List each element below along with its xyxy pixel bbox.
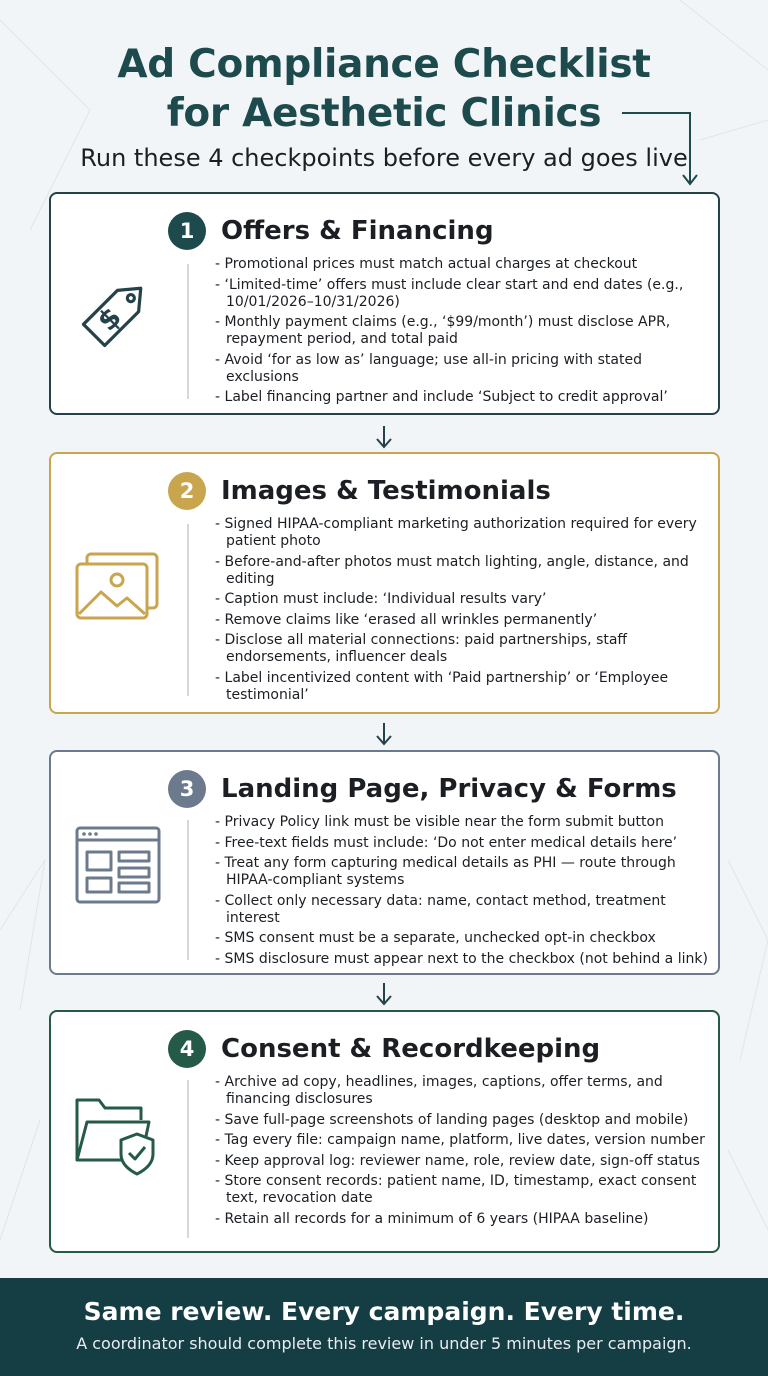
- footer-banner: [0, 1278, 768, 1376]
- list-item: - Store consent records: patient name, ID, timestamp, exact consent text, revocation date: [215, 1173, 712, 1207]
- list-item: - Label incentivized content with ‘Paid partnership’ or ‘Employee testimonial’: [215, 670, 712, 704]
- title-line-1: Ad Compliance Checklist: [117, 42, 651, 87]
- list-item: - Collect only necessary data: name, contact method, treatment interest: [215, 893, 712, 927]
- checklist-items: [215, 1074, 712, 1231]
- list-item: - Promotional prices must match actual charges at checkout: [215, 256, 712, 273]
- list-item: - Keep approval log: reviewer name, role, review date, sign-off status: [215, 1153, 712, 1170]
- list-item: - SMS consent must be a separate, unchecked opt-in checkbox: [215, 930, 712, 947]
- list-item: - Retain all records for a minimum of 6 years (HIPAA baseline): [215, 1211, 712, 1228]
- card-title: Offers & Financing: [221, 216, 494, 246]
- checkpoint-card-recordkeeping: [49, 1010, 720, 1253]
- down-arrow-icon: [373, 981, 395, 1007]
- checkpoint-card-images: [49, 452, 720, 714]
- list-item: - SMS disclosure must appear next to the checkbox (not behind a link): [215, 951, 712, 968]
- list-item: - Privacy Policy link must be visible near the form submit button: [215, 814, 712, 831]
- list-item: - Monthly payment claims (e.g., ‘$99/month’) must disclose APR, repayment period, and total paid: [215, 314, 712, 348]
- title-line-2: for Aesthetic Clinics: [166, 91, 602, 136]
- divider: [187, 820, 189, 960]
- image-gallery-icon: [73, 550, 163, 630]
- card-title: Landing Page, Privacy & Forms: [221, 774, 677, 804]
- step-number-badge: 4: [168, 1030, 206, 1068]
- list-item: - Remove claims like ‘erased all wrinkles permanently’: [215, 612, 712, 629]
- step-number-badge: 3: [168, 770, 206, 808]
- checkpoint-card-landing-page: [49, 750, 720, 975]
- checklist-items: [215, 814, 712, 971]
- list-item: - Signed HIPAA-compliant marketing authorization required for every patient photo: [215, 516, 712, 550]
- list-item: - Before-and-after photos must match lighting, angle, distance, and editing: [215, 554, 712, 588]
- list-item: - ‘Limited-time’ offers must include clear start and end dates (e.g., 10/01/2026–10/31/2026): [215, 277, 712, 311]
- svg-text:$: $: [90, 300, 128, 338]
- divider: [187, 1080, 189, 1238]
- price-tag-icon: [71, 268, 161, 358]
- list-item: - Tag every file: campaign name, platform, live dates, version number: [215, 1132, 712, 1149]
- down-arrow-icon: [373, 721, 395, 747]
- checklist-items: [215, 256, 712, 410]
- footer-subtitle: A coordinator should complete this review in under 5 minutes per campaign.: [76, 1334, 692, 1353]
- divider: [187, 524, 189, 696]
- list-item: - Disclose all material connections: paid partnerships, staff endorsements, influencer deals: [215, 632, 712, 666]
- step-number-badge: 2: [168, 472, 206, 510]
- step-number-badge: 1: [168, 212, 206, 250]
- list-item: - Treat any form capturing medical details as PHI — route through HIPAA-compliant systems: [215, 855, 712, 889]
- list-item: - Caption must include: ‘Individual results vary’: [215, 591, 712, 608]
- list-item: - Free-text fields must include: ‘Do not enter medical details here’: [215, 835, 712, 852]
- footer-title: Same review. Every campaign. Every time.: [83, 1297, 685, 1326]
- list-item: - Avoid ‘for as low as’ language; use all-in pricing with stated exclusions: [215, 352, 712, 386]
- card-title: Consent & Recordkeeping: [221, 1034, 601, 1064]
- page-subtitle: Run these 4 checkpoints before every ad goes live: [80, 144, 688, 172]
- divider: [187, 264, 189, 399]
- list-item: - Save full-page screenshots of landing pages (desktop and mobile): [215, 1112, 712, 1129]
- checkpoint-card-offers: [49, 192, 720, 415]
- card-title: Images & Testimonials: [221, 476, 551, 506]
- list-item: - Archive ad copy, headlines, images, captions, offer terms, and financing disclosures: [215, 1074, 712, 1108]
- list-item: - Label financing partner and include ‘Subject to credit approval’: [215, 389, 712, 406]
- browser-form-icon: [73, 824, 163, 906]
- down-arrow-icon: [373, 424, 395, 450]
- checklist-items: [215, 516, 712, 707]
- secure-folder-icon: [73, 1090, 163, 1176]
